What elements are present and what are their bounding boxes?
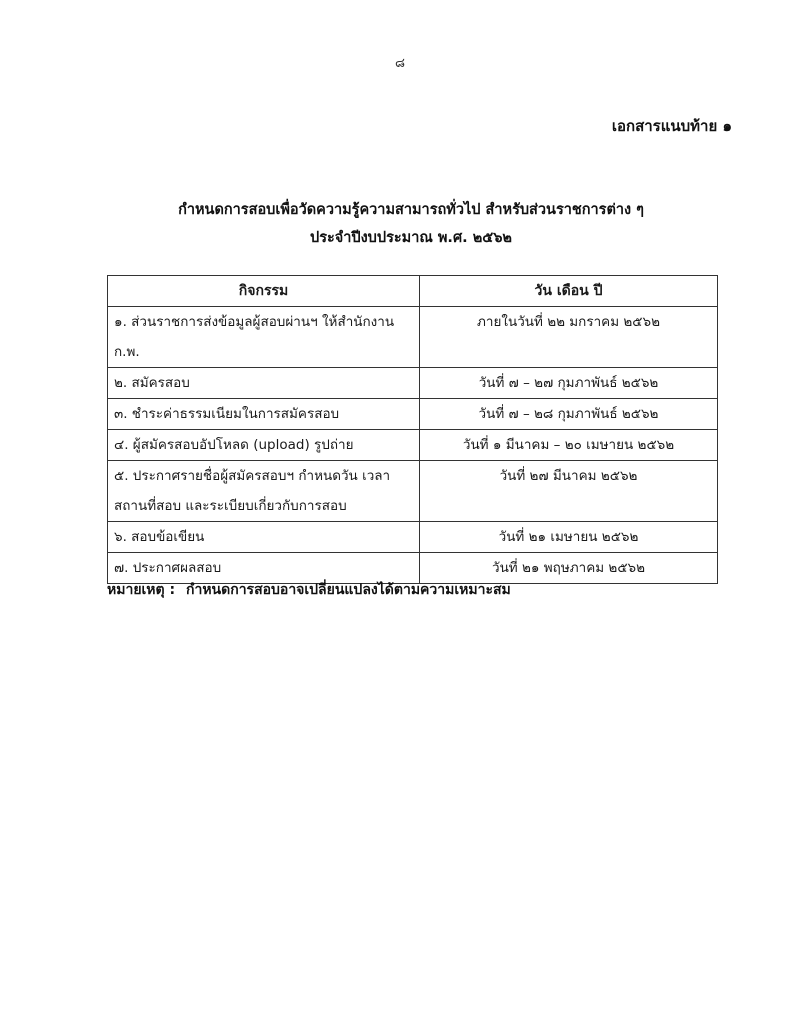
- activity-cell: ๓. ชำระค่าธรรมเนียมในการสมัครสอบ: [108, 399, 420, 430]
- table-row: [108, 368, 718, 399]
- activity-cell: ๗. ประกาศผลสอบ: [108, 553, 420, 584]
- table-row: [108, 522, 718, 553]
- page-number: ๘: [394, 56, 406, 71]
- activity-cell: ๔. ผู้สมัครสอบอัปโหลด (upload) รูปถ่าย: [108, 430, 420, 461]
- remark-text: กำหนดการสอบอาจเปลี่ยนแปลงได้ตามความเหมาะสม: [185, 582, 511, 598]
- table-header-row: [108, 276, 718, 307]
- activity-cell: ๒. สมัครสอบ: [108, 368, 420, 399]
- activity-cell: [108, 461, 420, 522]
- remark-note: [107, 579, 511, 601]
- table-row: [108, 307, 718, 368]
- date-cell: วันที่ ๗ – ๒๗ กุมภาพันธ์ ๒๕๖๒: [420, 368, 718, 399]
- remark-label: หมายเหตุ :: [107, 582, 176, 598]
- date-cell: วันที่ ๒๑ เมษายน ๒๕๖๒: [420, 522, 718, 553]
- activity-line-2: สถานที่สอบ และระเบียบเกี่ยวกับการสอบ: [114, 498, 347, 514]
- date-cell: วันที่ ๒๗ มีนาคม ๒๕๖๒: [420, 461, 718, 522]
- table-row: [108, 399, 718, 430]
- table-row: [108, 430, 718, 461]
- date-cell: ภายในวันที่ ๒๒ มกราคม ๒๕๖๒: [420, 307, 718, 368]
- header-date: วัน เดือน ปี: [420, 276, 718, 307]
- title-line-1: กำหนดการสอบเพื่อวัดความรู้ความสามารถทั่วไป สำหรับส่วนราชการต่าง ๆ: [178, 202, 644, 218]
- activity-cell: ๖. สอบข้อเขียน: [108, 522, 420, 553]
- header-activity: กิจกรรม: [108, 276, 420, 307]
- date-cell: วันที่ ๑ มีนาคม – ๒๐ เมษายน ๒๕๖๒: [420, 430, 718, 461]
- attachment-label: เอกสารแนบท้าย ๑: [611, 117, 732, 135]
- date-cell: วันที่ ๒๑ พฤษภาคม ๒๕๖๒: [420, 553, 718, 584]
- schedule-table: [107, 275, 718, 584]
- title-line-2: ประจำปีงบประมาณ พ.ศ. ๒๕๖๒: [309, 230, 512, 246]
- date-cell: วันที่ ๗ – ๒๘ กุมภาพันธ์ ๒๕๖๒: [420, 399, 718, 430]
- activity-cell: ๑. ส่วนราชการส่งข้อมูลผู้สอบผ่านฯ ให้สำนักงาน ก.พ.: [108, 307, 420, 368]
- activity-line-1: ๕. ประกาศรายชื่อผู้สมัครสอบฯ กำหนดวัน เวลา: [114, 468, 391, 484]
- document-title: [0, 196, 800, 252]
- table-row: [108, 461, 718, 522]
